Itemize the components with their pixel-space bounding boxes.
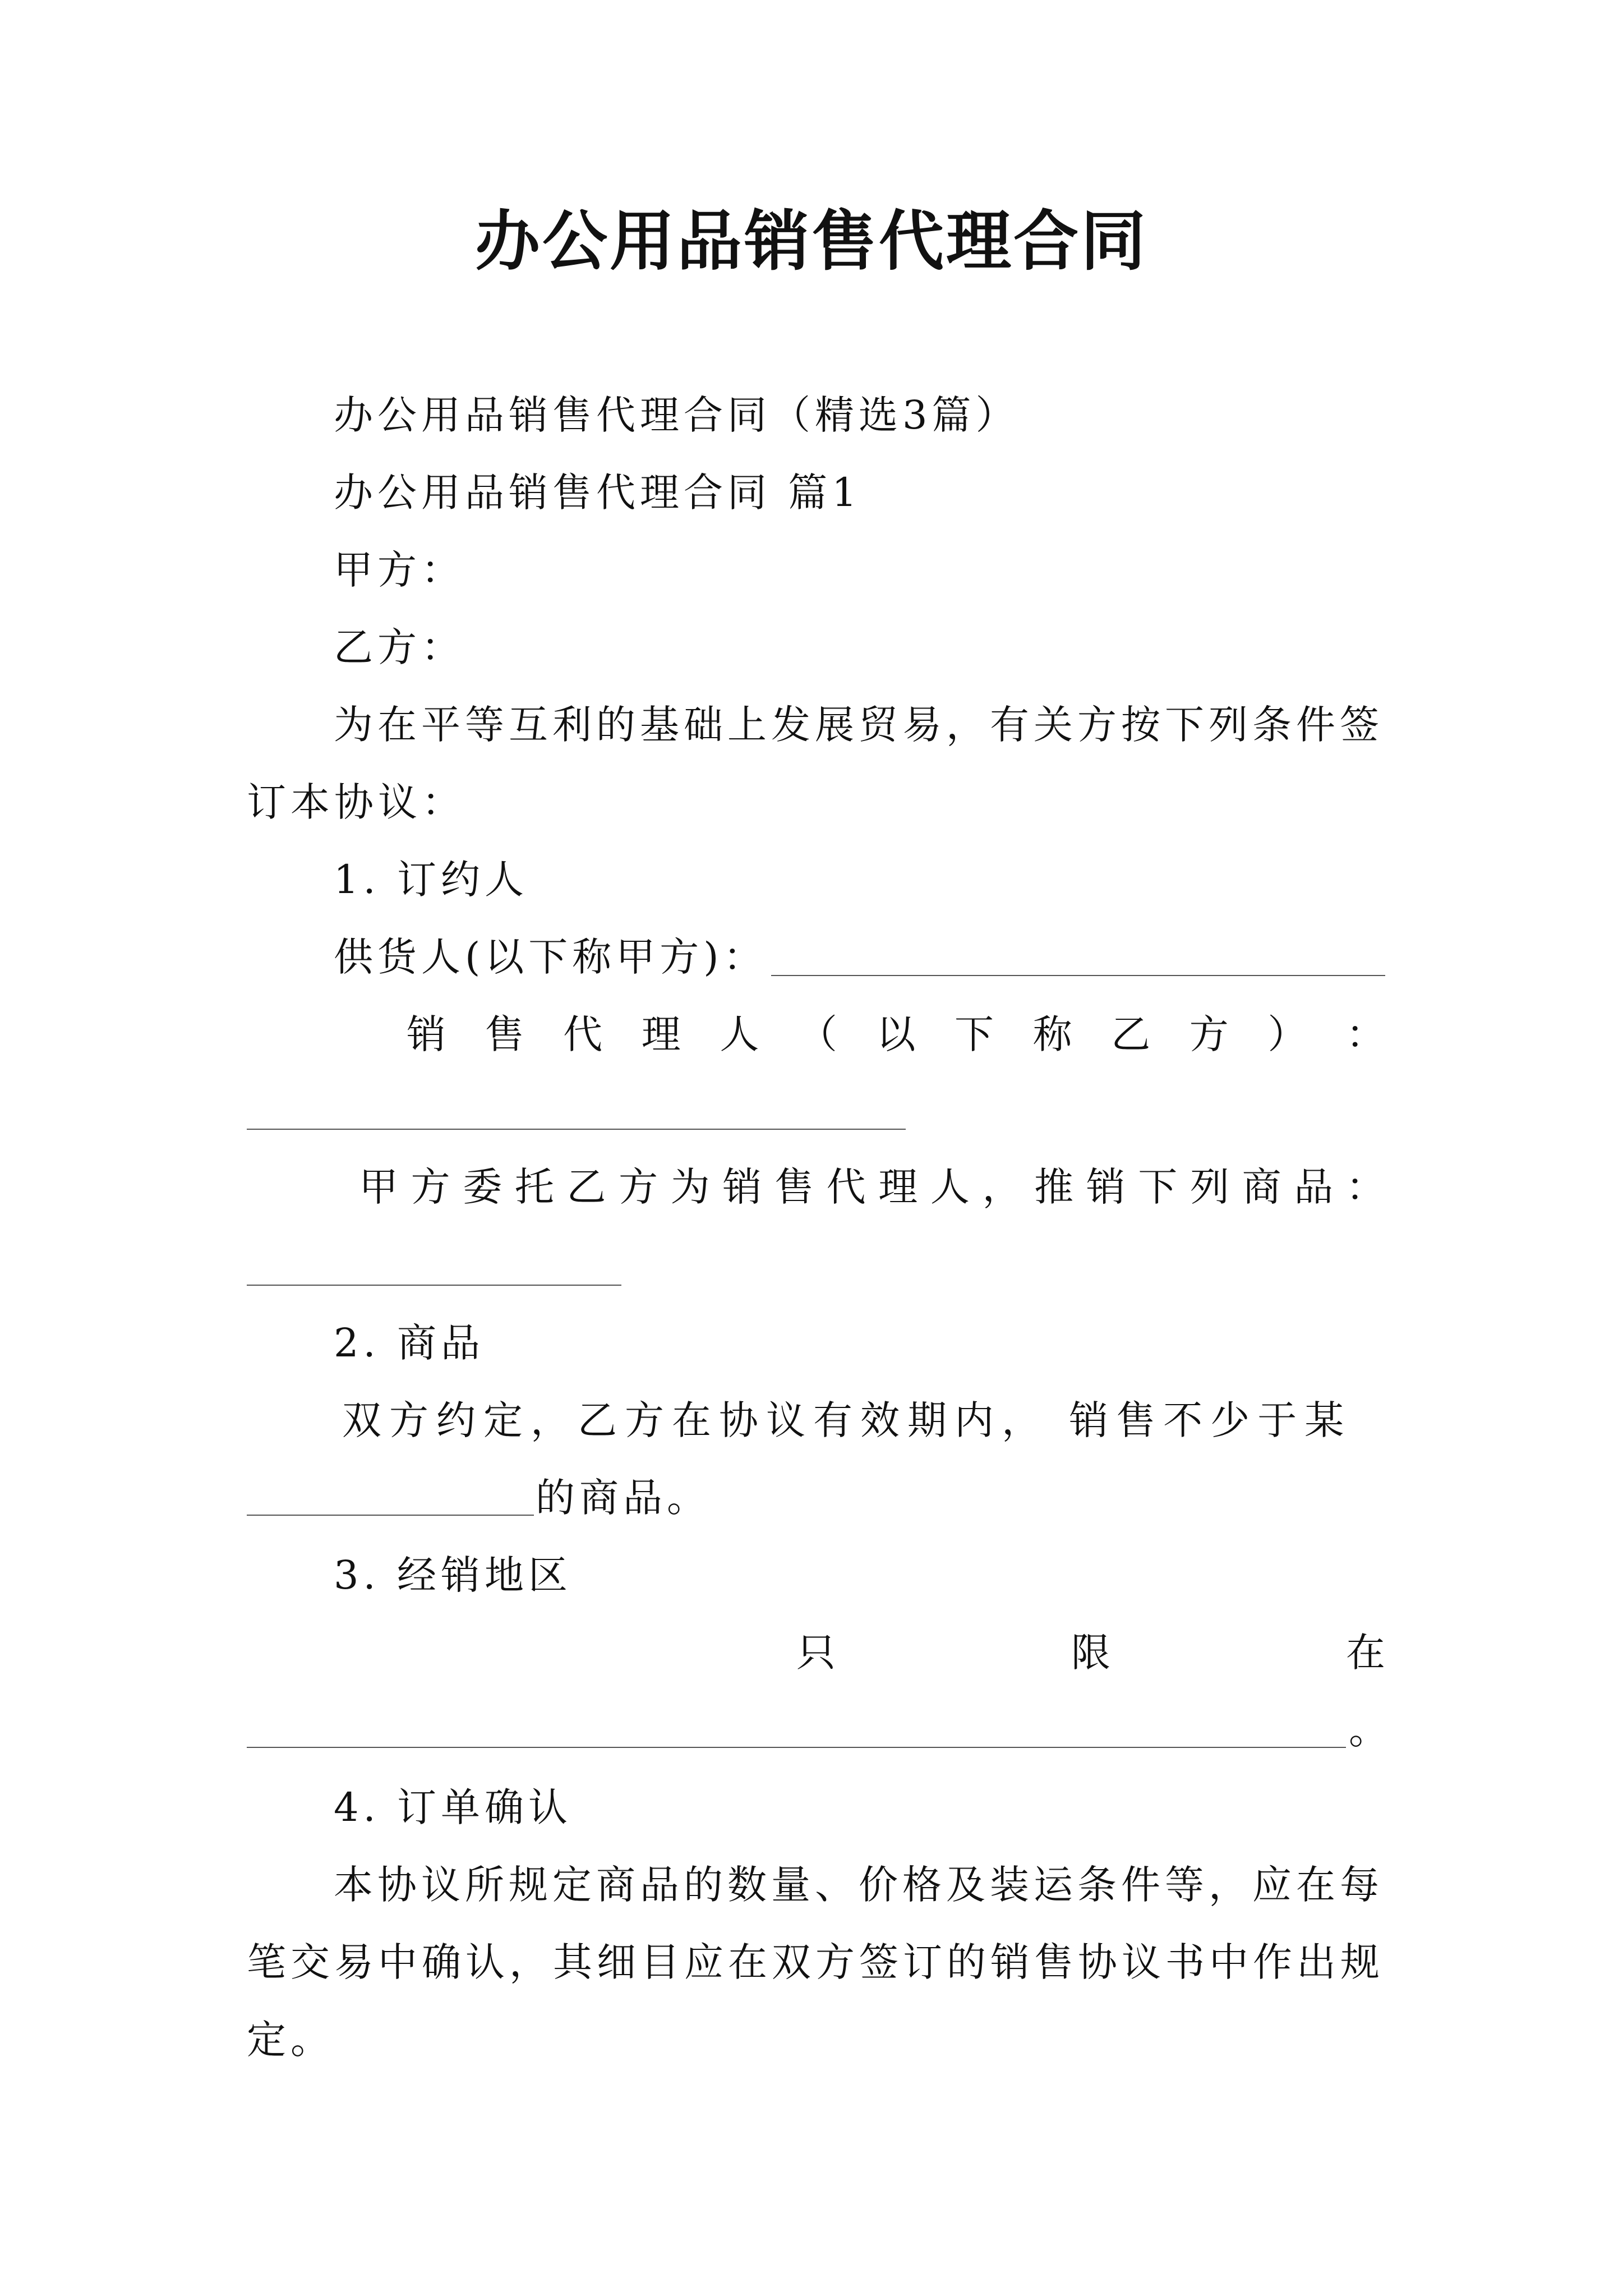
agent-label-char: 称 <box>1032 1011 1072 1057</box>
intro-paragraph-line-2: 订本协议： <box>247 779 465 825</box>
entrust-char: 列 <box>1190 1164 1229 1210</box>
agent-label-char: 乙 <box>1111 1011 1151 1057</box>
agreement-line-2: 的商品。 <box>536 1475 711 1521</box>
entrust-char: 人 <box>930 1164 970 1210</box>
entrust-char: 下 <box>1138 1164 1178 1210</box>
entrust-char: 方 <box>411 1164 450 1210</box>
agent-label-char: 代 <box>563 1011 603 1057</box>
agreement-line-1: 双方约定，乙方在协议有效期内， 销售不少于某 <box>342 1397 1352 1443</box>
entrust-char: 为 <box>670 1164 710 1210</box>
entrust-char: 推 <box>1034 1164 1074 1210</box>
agent-label-char: ： <box>1345 1011 1385 1057</box>
agent-blank-line <box>247 1129 906 1130</box>
section-heading-4: 4. 订单确认 <box>334 1784 573 1830</box>
agent-label-char: 理 <box>641 1011 681 1057</box>
agent-label-char: 以 <box>876 1011 916 1057</box>
entrust-char: 代 <box>826 1164 866 1210</box>
agent-label-char: 人 <box>720 1011 759 1057</box>
entrust-char: 销 <box>1086 1164 1126 1210</box>
intro-paragraph-line-1: 为在平等互利的基础上发展贸易，有关方按下列条件签 <box>334 702 1384 748</box>
order-paragraph-line-2: 笔交易中确认，其细目应在双方签订的销售协议书中作出规 <box>247 1939 1384 1985</box>
party-a-label: 甲方： <box>334 547 465 593</box>
supplier-label: 供货人(以下称甲方)： <box>334 934 767 980</box>
entrust-char: ： <box>1345 1164 1385 1210</box>
agent-label-char: 下 <box>955 1011 994 1057</box>
section-heading-1: 1. 订约人 <box>334 857 529 903</box>
agent-label-char: ） <box>1267 1011 1307 1057</box>
agent-label-line <box>407 1006 1385 1062</box>
document-title: 办公用品销售代理合同 <box>475 203 1148 279</box>
region-blank-line <box>247 1747 1346 1748</box>
section-heading-3: 3. 经销地区 <box>334 1552 573 1598</box>
entrust-char: 托 <box>514 1164 554 1210</box>
supplier-blank-line <box>771 975 1385 976</box>
goods-blank-line <box>247 1285 621 1286</box>
region-line-end: 。 <box>1349 1707 1393 1753</box>
entrust-char: 方 <box>619 1164 658 1210</box>
section-heading-2: 2. 商品 <box>334 1320 485 1366</box>
order-paragraph-line-1: 本协议所规定商品的数量、价格及装运条件等，应在每 <box>334 1862 1384 1908</box>
entrust-char: 乙 <box>566 1164 606 1210</box>
entrust-char: ， <box>982 1164 1022 1210</box>
agent-label-char: （ <box>797 1011 837 1057</box>
entrust-char: 甲 <box>359 1164 398 1210</box>
party-b-label: 乙方： <box>334 624 465 670</box>
region-char: 限 <box>1071 1630 1115 1676</box>
subtitle: 办公用品销售代理合同（精选3篇） <box>334 392 1020 438</box>
region-char: 在 <box>1346 1630 1390 1676</box>
entrust-char: 售 <box>774 1164 814 1210</box>
entrust-line <box>359 1159 1385 1215</box>
region-char: 只 <box>796 1630 840 1676</box>
agent-label-char: 售 <box>485 1011 524 1057</box>
order-paragraph-line-3: 定。 <box>247 2017 334 2063</box>
entrust-char: 销 <box>722 1164 762 1210</box>
agent-label-char: 销 <box>407 1011 446 1057</box>
entrust-char: 商 <box>1242 1164 1281 1210</box>
agent-label-char: 方 <box>1189 1011 1229 1057</box>
entrust-char: 理 <box>878 1164 918 1210</box>
quantity-blank-line <box>247 1515 534 1516</box>
part-heading: 办公用品销售代理合同 篇1 <box>334 470 861 516</box>
entrust-char: 品 <box>1294 1164 1334 1210</box>
entrust-char: 委 <box>463 1164 502 1210</box>
